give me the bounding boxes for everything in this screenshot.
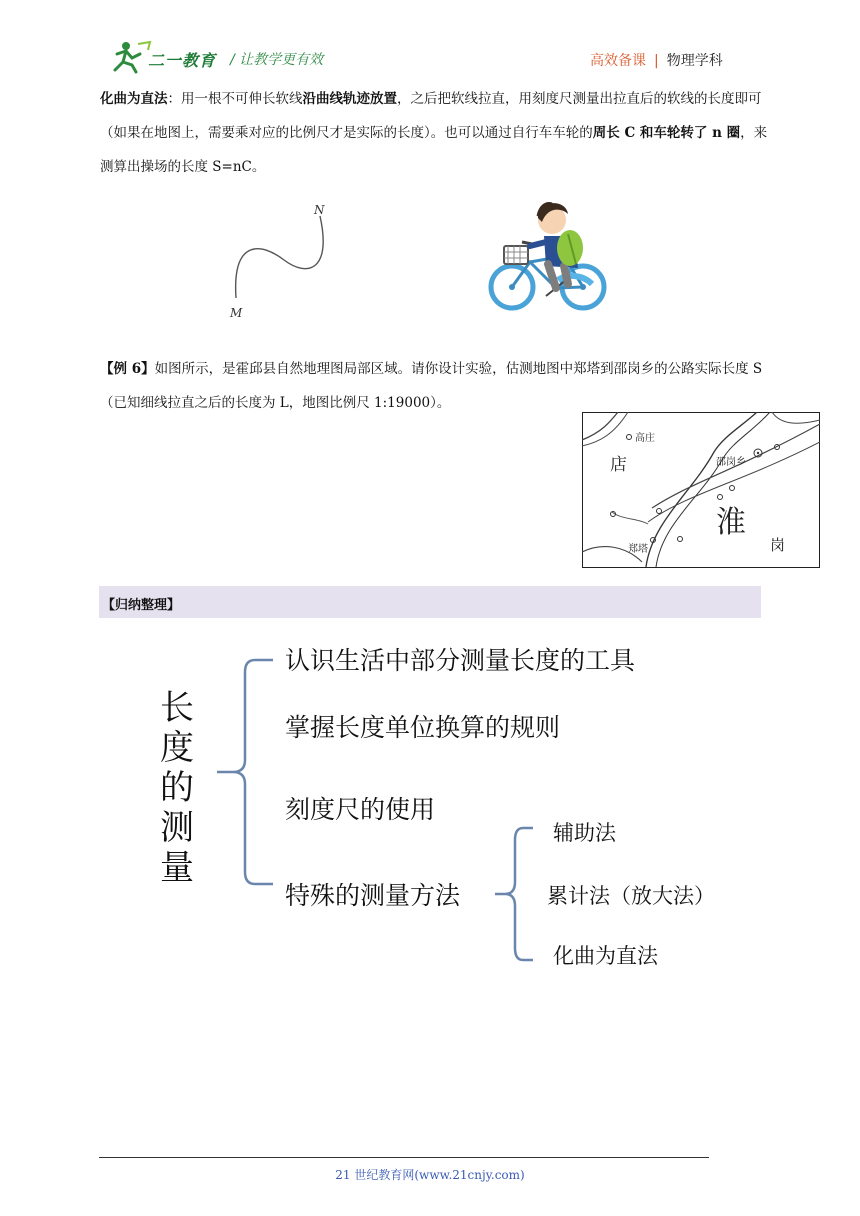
map-label-gaozhuang: 高庄 (635, 433, 655, 444)
mindmap-branch-tools: 认识生活中部分测量长度的工具 (285, 646, 636, 675)
mindmap-branch-special: 特殊的测量方法 (285, 881, 461, 910)
summary-section-header: 【归纳整理】 (99, 586, 761, 618)
logo-text: 二一教育 (148, 51, 217, 70)
footer-divider (99, 1157, 709, 1158)
method-paragraph: 化曲为直法：用一根不可伸长软线沿曲线轨迹放置，之后把软线拉直，用刻度尺测量出拉直后的软线的长度即可（如果在地图上，需要乘对应的比例尺才是实际的长度）。也可以通过自行车车轮的周长 C 和车轮转了 n 圈，来测算出操场的长度 S=nC。 (100, 91, 768, 175)
header-subject: 高效备课 | 物理学科 (590, 53, 723, 69)
mindmap-root: 长 度 的 测 量 (160, 688, 194, 888)
map-label-zhengta: 郑塔 (628, 544, 648, 555)
curve-figure (222, 198, 342, 323)
point-n-label: N (314, 203, 325, 217)
map-label-huai: 淮 (716, 505, 746, 540)
map-label-gang: 岗 (770, 536, 786, 554)
mindmap-sub-curve-to-straight: 化曲为直法 (553, 944, 658, 968)
mindmap-branch-units: 掌握长度单位换算的规则 (285, 713, 561, 742)
header-slogan: / 让教学更有效 (230, 52, 324, 68)
mindmap-sub-accumulation: 累计法（放大法） (547, 884, 715, 908)
example-6-question: 【例 6】如图所示，是霍邱县自然地理图局部区域。请你设计实验，估测地图中郑塔到邵岗乡的公路实际长度 S（已知细线拉直之后的长度为 L，地图比例尺 1:19000）。 (100, 361, 763, 411)
mindmap-sub-auxiliary: 辅助法 (553, 821, 616, 845)
footer-text: 21 世纪教育网(www.21cnjy.com) (335, 1168, 525, 1182)
map-label-dian: 店 (610, 455, 627, 475)
map-figure (582, 412, 820, 568)
page-header (0, 0, 860, 80)
cyclist-illustration (486, 192, 612, 316)
point-m-label: M (230, 306, 243, 320)
map-label-shaogang: 邵岗乡 (716, 457, 746, 468)
mindmap-branch-ruler: 刻度尺的使用 (285, 795, 436, 824)
